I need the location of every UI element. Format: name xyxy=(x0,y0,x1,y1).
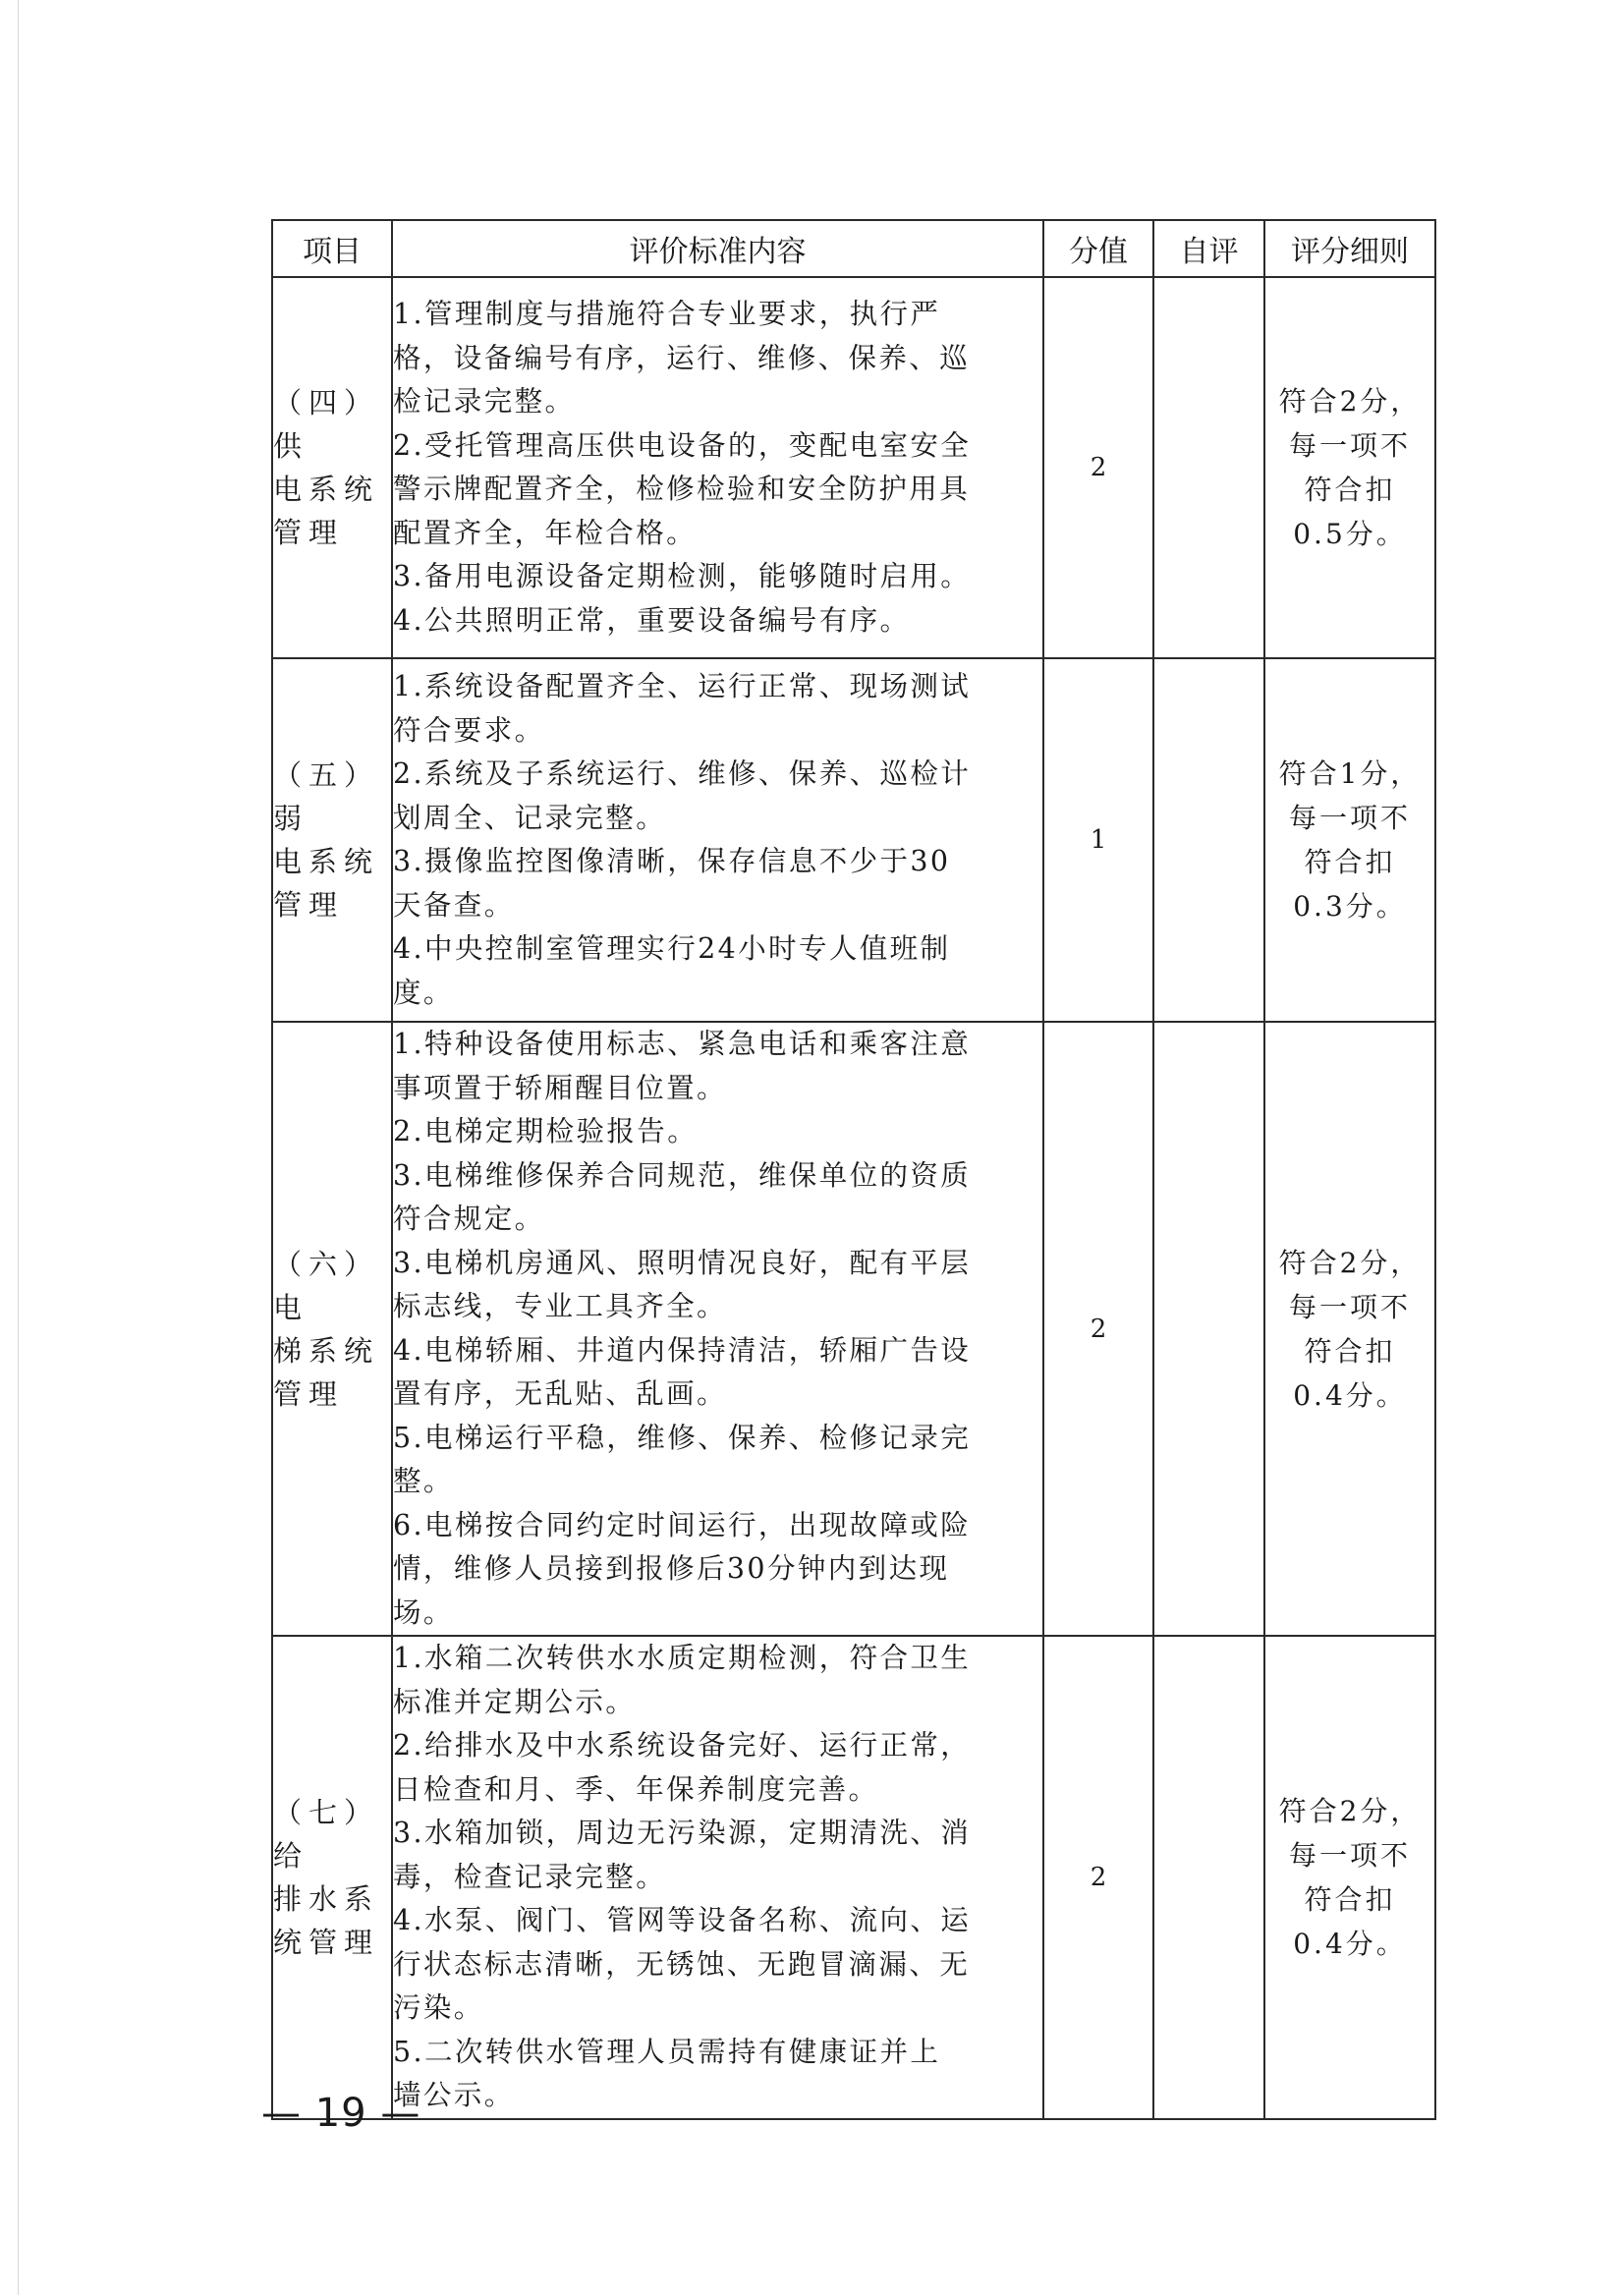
table-row xyxy=(272,1022,1435,1636)
header-row xyxy=(272,220,1435,277)
rules-cell: 符合2分， 每一项不 符合扣 0.4分。 xyxy=(1264,1636,1435,2119)
standard-cell: 1.系统设备配置齐全、运行正常、现场测试 符合要求。 2.系统及子系统运行、维修、保养、巡检计 划周全、记录完整。 3.摄像监控图像清晰，保存信息不少于30 天备查。 4.中央控制室管理实行24小时专人值班制 度。 xyxy=(392,658,1043,1022)
self-eval-cell[interactable] xyxy=(1153,277,1264,658)
rules-cell: 符合2分， 每一项不 符合扣 0.5分。 xyxy=(1264,277,1435,658)
item-cell: （七）给 排水系 统管理 xyxy=(272,1636,392,2119)
header-self-eval: 自评 xyxy=(1153,220,1264,277)
rules-cell: 符合2分， 每一项不 符合扣 0.4分。 xyxy=(1264,1022,1435,1636)
table-row xyxy=(272,277,1435,658)
header-rules: 评分细则 xyxy=(1264,220,1435,277)
header-standard: 评价标准内容 xyxy=(392,220,1043,277)
header-item: 项目 xyxy=(272,220,392,277)
item-cell: （六）电 梯系统 管理 xyxy=(272,1022,392,1636)
standard-cell: 1.特种设备使用标志、紧急电话和乘客注意 事项置于轿厢醒目位置。 2.电梯定期检验报告。 3.电梯维修保养合同规范，维保单位的资质 符合规定。 3.电梯机房通风、照明情况良好，配有平层 标志线，专业工具齐全。 4.电梯轿厢、井道内保持清洁，轿厢广告设 置有序，无乱贴、乱画。 5.电梯运行平稳，维修、保养、检修记录完 整。 6.电梯按合同约定时间运行，出现故障或险 情，维修人员接到报修后30分钟内到达现 场。 xyxy=(392,1022,1043,1636)
standard-cell: 1.水箱二次转供水水质定期检测，符合卫生 标准并定期公示。 2.给排水及中水系统设备完好、运行正常， 日检查和月、季、年保养制度完善。 3.水箱加锁，周边无污染源，定期清洗、消 毒，检查记录完整。 4.水泵、阀门、管网等设备名称、流向、运 行状态标志清晰，无锈蚀、无跑冒滴漏、无 污染。 5.二次转供水管理人员需持有健康证并上 墙公示。 xyxy=(392,1636,1043,2119)
evaluation-table xyxy=(271,219,1436,2120)
page-number: — 19 — xyxy=(261,2091,421,2136)
item-cell: （五）弱 电系统 管理 xyxy=(272,658,392,1022)
self-eval-cell[interactable] xyxy=(1153,658,1264,1022)
score-cell: 1 xyxy=(1043,658,1153,1022)
score-cell: 2 xyxy=(1043,277,1153,658)
table-row xyxy=(272,1636,1435,2119)
self-eval-cell[interactable] xyxy=(1153,1022,1264,1636)
standard-cell: 1.管理制度与措施符合专业要求，执行严 格，设备编号有序，运行、维修、保养、巡 检记录完整。 2.受托管理高压供电设备的，变配电室安全 警示牌配置齐全，检修检验和安全防护用具 配置齐全，年检合格。 3.备用电源设备定期检测，能够随时启用。 4.公共照明正常，重要设备编号有序。 xyxy=(392,277,1043,658)
item-cell: （四）供 电系统 管理 xyxy=(272,277,392,658)
rules-cell: 符合1分， 每一项不 符合扣 0.3分。 xyxy=(1264,658,1435,1022)
score-cell: 2 xyxy=(1043,1022,1153,1636)
scan-edge-line xyxy=(18,0,19,2295)
header-score: 分值 xyxy=(1043,220,1153,277)
self-eval-cell[interactable] xyxy=(1153,1636,1264,2119)
table-row xyxy=(272,658,1435,1022)
score-cell: 2 xyxy=(1043,1636,1153,2119)
